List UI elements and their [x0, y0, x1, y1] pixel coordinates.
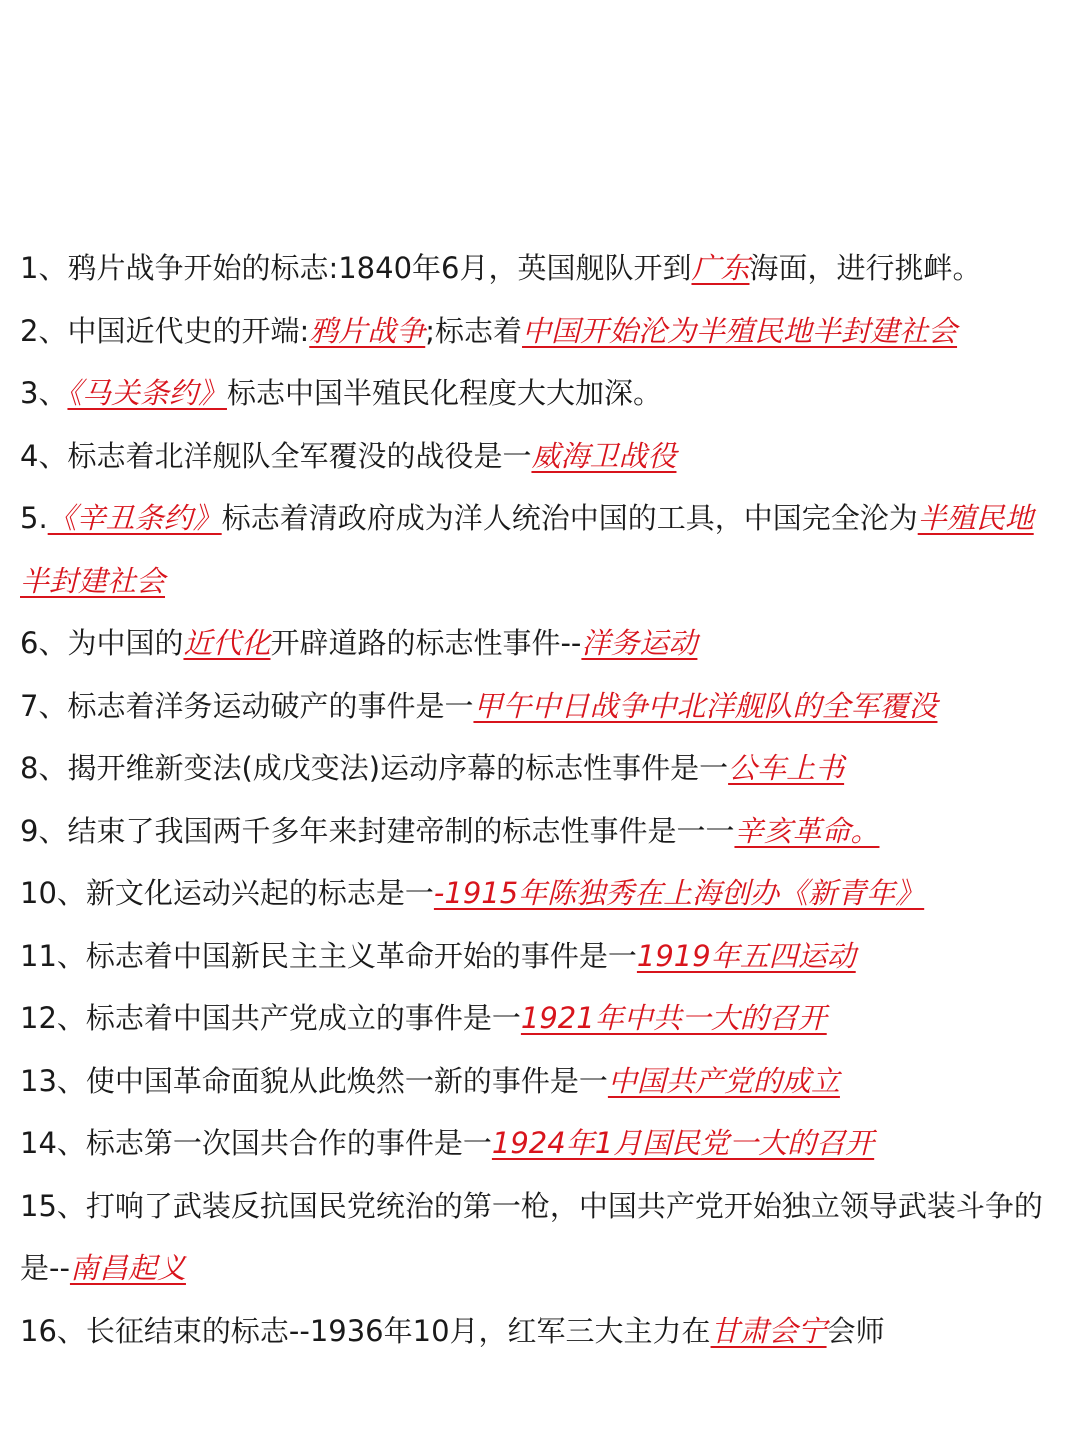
text-segment: 6、为中国的 [20, 626, 184, 660]
answer-segment: 鸦片战争 [309, 313, 426, 348]
text-segment: 开辟道路的标志性事件-- [270, 626, 582, 660]
answer-segment: 辛亥革命。 [734, 813, 880, 848]
text-segment: 标志着清政府成为洋人统治中国的工具，中国完全沦为 [221, 501, 918, 535]
answer-segment: 近代化 [183, 626, 271, 660]
answer-segment: 甲午中日战争中北洋舰队的全军覆没 [473, 688, 938, 723]
answer-segment: 1919年五四运动 [636, 938, 856, 973]
text-segment: 8、揭开维新变法(成戊变法)运动序幕的标志性事件是一 [20, 751, 729, 785]
text-segment: 标志中国半殖民化程度大大加深。 [226, 376, 662, 410]
text-segment: 7、标志着洋务运动破产的事件是一 [20, 688, 474, 723]
answer-segment: 中国开始沦为半殖民地半封建社会 [522, 313, 958, 348]
note-item-15 [20, 1175, 1050, 1300]
answer-segment: 洋务运动 [581, 626, 698, 660]
note-item-6 [20, 612, 1050, 675]
answer-segment: 半殖民地半封建社会 [20, 501, 1034, 598]
answer-segment: -1915年陈独秀在上海创办《新青年》 [433, 876, 925, 910]
answer-segment: 1924年1月国民党一大的召开 [491, 1126, 875, 1160]
note-item-2 [20, 300, 1050, 363]
text-segment: 5. [20, 501, 48, 535]
text-segment: 15、打响了武装反抗国民党统治的第一枪，中国共产党开始独立领导武装斗争的是-- [20, 1188, 1043, 1285]
note-item-4 [20, 425, 1050, 488]
answer-segment: 威海卫战役 [531, 438, 677, 473]
note-item-10 [20, 862, 1050, 925]
text-segment: 12、标志着中国共产党成立的事件是一 [20, 1001, 521, 1035]
note-item-7 [20, 675, 1050, 738]
note-item-14 [20, 1112, 1050, 1175]
answer-segment: 甘肃会宁 [710, 1313, 827, 1348]
text-segment: 3、 [20, 376, 68, 410]
answer-segment: 《马关条约》 [67, 376, 227, 410]
note-item-9 [20, 800, 1050, 863]
answer-segment: 南昌起义 [69, 1251, 186, 1285]
text-segment: 9、结束了我国两千多年来封建帝制的标志性事件是一一 [20, 813, 735, 848]
note-item-8 [20, 737, 1050, 800]
text-segment: 会师 [826, 1313, 885, 1348]
note-item-1 [20, 237, 1050, 300]
note-item-16 [20, 1300, 1050, 1363]
note-item-11 [20, 925, 1050, 988]
text-segment: 14、标志第一次国共合作的事件是一 [20, 1126, 492, 1160]
note-item-13 [20, 1050, 1050, 1113]
text-segment: 海面，进行挑衅。 [749, 251, 982, 285]
note-item-3 [20, 362, 1050, 425]
notes-list [20, 237, 1050, 1362]
text-segment: 11、标志着中国新民主主义革命开始的事件是一 [20, 938, 637, 973]
note-item-5 [20, 487, 1050, 612]
text-segment: 4、标志着北洋舰队全军覆没的战役是一 [20, 438, 532, 473]
text-segment: 16、长征结束的标志--1936年10月，红军三大主力在 [20, 1313, 711, 1348]
answer-segment: 1921年中共一大的召开 [520, 1001, 827, 1035]
answer-segment: 中国共产党的成立 [607, 1063, 840, 1098]
text-segment: 13、使中国革命面貌从此焕然一新的事件是一 [20, 1063, 608, 1098]
answer-segment: 公车上书 [728, 751, 845, 785]
text-segment: ;标志着 [425, 313, 523, 348]
answer-segment: 《辛丑条约》 [47, 501, 222, 535]
answer-segment: 广东 [691, 251, 750, 285]
note-item-12 [20, 987, 1050, 1050]
text-segment: 2、中国近代史的开端: [20, 313, 310, 348]
text-segment: 1、鸦片战争开始的标志:1840年6月，英国舰队开到 [20, 251, 692, 285]
text-segment: 10、新文化运动兴起的标志是一 [20, 876, 434, 910]
